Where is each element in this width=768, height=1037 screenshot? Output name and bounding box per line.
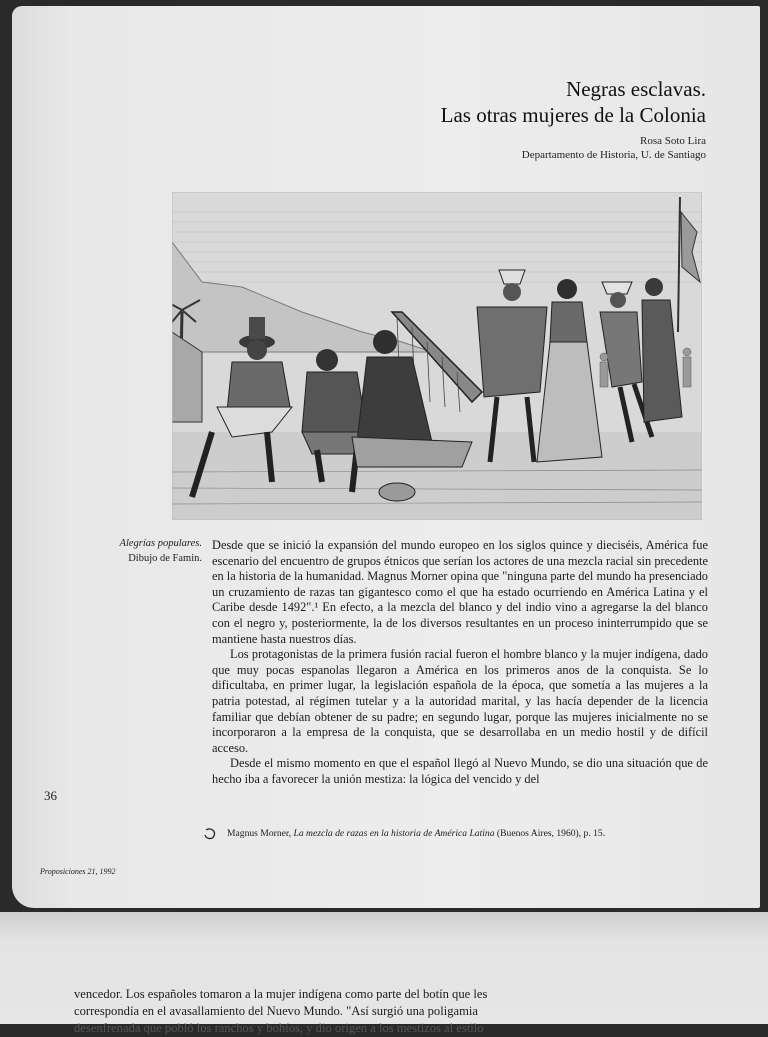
footnote-work: La mezcla de razas en la historia de América Latina: [293, 828, 495, 839]
caption-credit: Dibujo de Famin.: [128, 553, 202, 564]
article-author: Rosa Soto Lira: [640, 135, 706, 147]
journal-footer: Proposiciones 21, 1992: [40, 867, 116, 876]
paragraph-2: Los protagonistas de la primera fusión racial fueron el hombre blanco y la mujer indígena, dado que muy pocas espanolas llegaron a América en los primeros anos de la conquista. Se lo dificultaba, en primer lugar, la legislación española de la época, que sometía a las mujeres a la patria potestad, al régimen tutelar y a la autoridad marital, y las hacía depender de la licencia familiar que debían obtener de su padre; en segundo lugar, porque las mujeres inicialmente no se incorporaron a la empresa de la conquista, que se desarrollaba en un medio hostil y de difícil acceso.: [212, 647, 708, 755]
article-title-line-2: Las otras mujeres de la Colonia: [440, 103, 706, 127]
next-page-line-2: correspondía en el avasallamiento del Nuevo Mundo. "Así surgió una poligamia: [74, 1004, 478, 1018]
next-page-text: [74, 986, 574, 1037]
article-body: [212, 538, 708, 788]
footnote-author: Magnus Morner,: [227, 828, 294, 839]
footnote-details: (Buenos Aires, 1960), p. 15.: [494, 828, 606, 839]
footnote-marker-icon: [203, 828, 217, 840]
paragraph-3: Desde el mismo momento en que el español llegó al Nuevo Mundo, se dio una situación que de hecho iba a favorecer la unión mestiza: la lógica del vencido y del: [212, 756, 708, 786]
paragraph-1: Desde que se inició la expansión del mundo europeo en los siglos quince y dieciséis, América fue escenario del encuentro de grupos étnicos que serían los actores de una mezcla racial sin precedente en la historia de la humanidad. Magnus Morner opina que "ninguna parte del mundo ha presenciado un cruzamiento de razas tan gigantesco como el que ha estado ocurriendo en América Latina y el Caribe desde 1492".¹ En efecto, a la mezcla del blanco y del indio vino a agregarse la del blanco con el negro y, posteriormente, la de los diversos resultantes en un proceso ininterrumpido que se mantiene hasta nuestros días.: [212, 538, 708, 646]
engraving-illustration: [172, 192, 702, 520]
footnote: [203, 827, 723, 840]
next-page-line-1: vencedor. Los españoles tomaron a la mujer indígena como parte del botín que les: [74, 987, 488, 1001]
article-department: Departamento de Historia, U. de Santiago: [521, 149, 706, 161]
next-page-line-3: desenfrenada que pobló los ranchos y bohíos, y dio origen a los mestizos al estilo: [74, 1021, 484, 1035]
caption-title: Alegrías populares.: [119, 538, 202, 549]
figure-caption: [100, 536, 202, 566]
article-title-line-1: Negras esclavas.: [566, 77, 706, 101]
article-header: [441, 76, 706, 162]
page-number: 36: [44, 788, 57, 803]
